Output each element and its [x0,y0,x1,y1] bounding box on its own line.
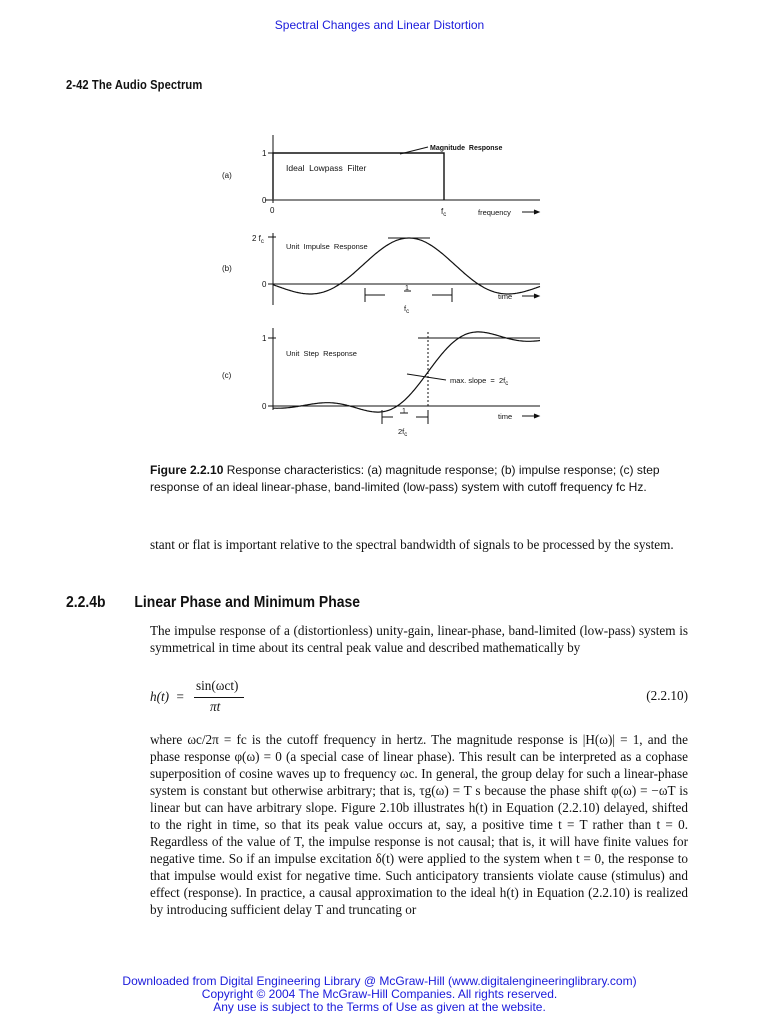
footer-terms: Any use is subject to the Terms of Use as given at the website. [213,1000,546,1014]
panel-a-tag: (a) [222,171,232,180]
panel-a-label: Ideal Lowpass Filter [286,163,367,173]
panel-a-fc: $f_c$ [441,207,447,218]
footer-copyright: Copyright © 2004 The McGraw-Hill Companies. All rights reserved. [201,987,558,1001]
panel-c-interval-num: 1 [402,408,406,415]
panel-b-interval-den: $f_c$ [404,304,410,315]
footer-download-link[interactable]: Downloaded from Digital Engineering Library @ McGraw-Hill (www.digitalengineeringlibrary.com) [122,974,637,988]
panel-b-label: Unit Impulse Response [286,242,368,251]
panel-a-callout: Magnitude Response [430,145,503,152]
page-footer [0,975,759,1014]
panel-b-time-arrowhead [534,294,539,298]
equation-2-2-10 [150,676,688,720]
panel-a-y-zero: 0 [262,196,267,205]
page-header: 2-42 The Audio Spectrum [66,77,203,92]
equation-numerator: sin(ωct) [196,678,239,693]
panel-c-slope: max. slope = $2f_c$ [450,376,509,387]
panel-c-interval-den: $2f_c$ [398,427,408,438]
panel-a-y-top: 1 [262,149,267,158]
figure-caption-label: Figure 2.2.10 [150,463,224,477]
panel-c-y-top: 1 [262,334,267,343]
panel-a-x-axis: frequency [478,208,511,217]
running-head: Spectral Changes and Linear Distortion [274,18,485,32]
panel-b-interval-num: 1 [405,285,409,292]
panel-b-tag: (b) [222,264,232,273]
panel-c-step-curve [273,332,540,412]
panel-a-freq-arrowhead [534,210,539,214]
figure-caption [150,462,695,496]
panel-b-y-zero: 0 [262,280,267,289]
panel-c-label: Unit Step Response [286,349,357,358]
equation-number: (2.2.10) [646,688,688,703]
equation-denominator: πt [210,699,221,714]
section-heading [66,594,360,612]
body-paragraph-1: stant or flat is important relative to the spectral bandwidth of signals to be processed by the system. [150,537,674,552]
body-paragraph-2: The impulse response of a (distortionless) unity-gain, linear-phase, band-limited (low-pass) system is symmetrical in time about its central peak value and described mathematically by [150,623,688,655]
figure-caption-text: Response characteristics: (a) magnitude response; (b) impulse response; (c) step response of an ideal linear-phase, band-limited (low-pass) system with cutoff frequency fc Hz. [150,463,660,494]
panel-c-y-zero: 0 [262,402,267,411]
section-title: Linear Phase and Minimum Phase [134,594,361,611]
panel-a-filter-curve [273,153,444,200]
section-number: 2.2.4b [66,594,106,611]
panel-b-x-axis: time [498,292,513,301]
panel-c-x-axis: time [498,412,513,421]
panel-c-time-arrowhead [534,414,539,418]
equation-fraction-bar [194,697,244,698]
body-paragraph-3: where ωc/2π = fc is the cutoff frequency in hertz. The magnitude response is |H(ω)| = 1, and the phase response φ(ω) = 0 (a special case of linear phase). This result can be interpreted as a cophase superposition of cosine waves up to frequency ωc. In general, the group delay for such a linear-phase system is constant but otherwise arbitrary; that is, τg(ω) = T s because the phase shift φ(ω) = −ωT is linear but can have arbitrary slope. Figure 2.10b illustrates h(t) in Equation (2.2.10) delayed, shifted to the right in time, so that its peak value occurs at, say, a positive time t = T rather than t = 0. Regardless of the value of T, the impulse response is not causal; that is, it will have finite values for negative time. So if an impulse excitation δ(t) were applied to the system when t = 0, the response to that impulse would exist for negative time. Such anticipatory transients violate cause (stimulus) and effect (response). In practice, a causal approximation to the ideal h(t) in Equation (2.2.10) is realized by introducing sufficient delay T and truncating or [150,732,688,917]
equation-lhs: h(t) = [150,689,185,704]
panel-a-x-zero: 0 [270,206,275,215]
panel-c-tag: (c) [222,371,232,380]
figure-2-2-10 [0,130,759,440]
panel-b-y-top: 2 $f_c$ [252,234,264,245]
